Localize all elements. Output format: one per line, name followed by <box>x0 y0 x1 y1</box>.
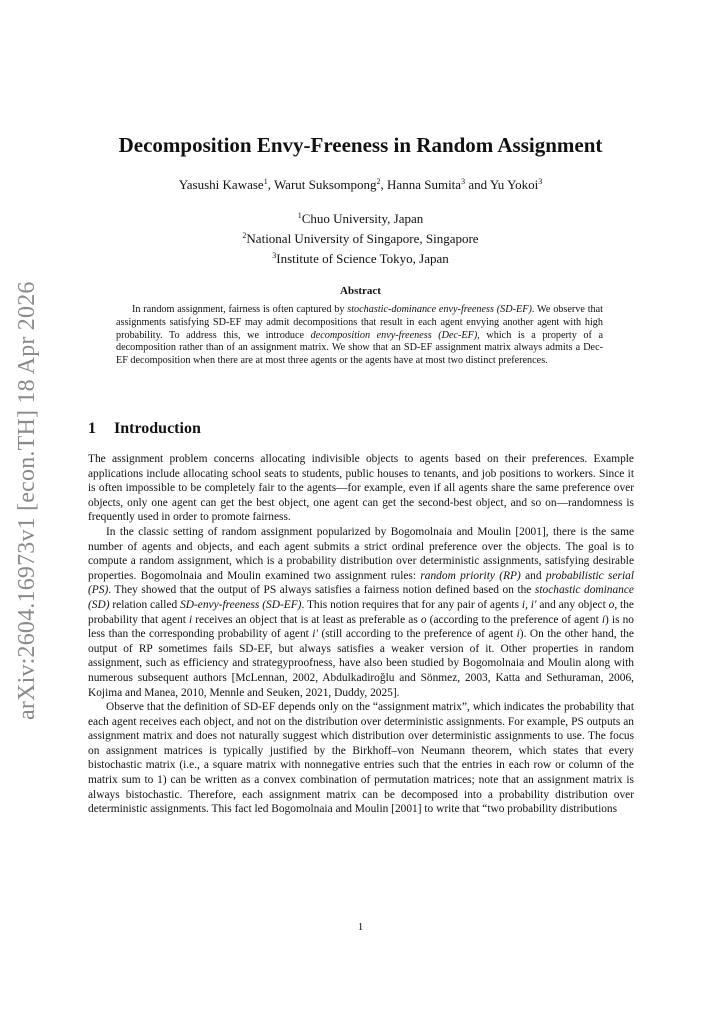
abstract-text <box>116 304 603 368</box>
paragraph: The assignment problem concerns allocating indivisible objects to agents based on their preferences. Example applications include allocating school seats to students, public houses to tenants, and job positions to workers. Since it is often impossible to be completely fair to the agents—for example, even if all agents share the same preference over objects, only one agent can get the best object, one agent can get the second-best object, and so on—randomness is frequently used in order to promote fairness. <box>88 453 634 524</box>
affiliation-marker: 3 <box>272 251 277 260</box>
affiliation-marker: 3 <box>538 177 543 186</box>
math-symbol: i <box>601 613 606 626</box>
arxiv-stamp: arXiv:2604.16973v1 [econ.TH] 18 Apr 2026 <box>14 281 40 720</box>
emphasis: stochastic dominance (SD) <box>88 584 634 611</box>
math-symbol: o <box>608 598 615 611</box>
section-body <box>88 452 634 817</box>
text-span: receives an object that is at least as preferable as <box>192 613 421 626</box>
paragraph: Observe that the definition of SD-EF depends only on the “assignment matrix”, which indicates the probability that each agent receives each object, and not on the distribution over deterministic assignments. For example, PS outputs an assignment matrix and does not naturally suggest which distribution over deterministic assignments to use. The focus on assignment matrices is typically justified by the Birkhoff–von Neumann theorem, which states that every bistochastic matrix (i.e., a square matrix with nonnegative entries such that the entries in each row or column of the matrix sum to 1) can be written as a convex combination of permutation matrices; note that an assignment matrix is always bistochastic. Therefore, each assignment matrix can be decomposed into a probability distribution over deterministic assignments. This fact led Bogomolnaia and Moulin [2001] to write that “two probability distributions <box>88 701 634 816</box>
paragraph <box>88 525 634 700</box>
text-span: (according to the preference of agent <box>426 613 602 626</box>
text-span: ). On the other hand, the output of RP sometimes fails SD-EF, but always satisfies a weaker version of it. Other properties in random assignment, such as efficiency and strategyproofness, have also been studied by Bogomolnaia and Moulin along with numerous subsequent authors [McLennan, 2002, Abdulkadiroğlu and Sönmez, 2003, Katta and Sethuraman, 2006, Kojima and Manea, 2010, Mennle and Seuken, 2021, Duddy, 2025]. <box>88 628 634 699</box>
math-symbol: i, i′ <box>521 598 537 611</box>
abstract-span: , which is a property of a decomposition rather than of an assignment matrix. We show that an SD-EF assignment matrix always admits a Dec-EF decomposition when there are at most three agents or the agents have at most two distinct preferences. <box>116 329 604 367</box>
affiliation-text: Chuo University, Japan <box>301 211 424 226</box>
paper-title: Decomposition Envy-Freeness in Random Assignment <box>118 133 603 157</box>
affiliation-marker: 2 <box>376 177 381 186</box>
text-span: relation called <box>109 598 181 611</box>
emphasis: probabilistic serial (PS) <box>88 569 634 597</box>
emphasis: SD-envy-freeness (SD-EF) <box>180 598 302 611</box>
section-title: Introduction <box>114 420 201 437</box>
author-separator: , <box>380 177 388 192</box>
author-name: Hanna Sumita <box>387 177 462 192</box>
text-span: and any object <box>536 598 609 611</box>
text-span: ) is no less than the corresponding probability of agent <box>88 613 634 641</box>
section-heading <box>88 420 201 438</box>
text-span: and <box>520 569 546 582</box>
abstract-emphasis: stochastic-dominance envy-freeness (SD-EF) <box>347 304 532 315</box>
abstract-heading: Abstract <box>340 285 381 297</box>
math-symbol: i′ <box>312 628 318 641</box>
author-name: Yu Yokoi <box>489 177 539 192</box>
text-span: . They showed that the output of PS always satisfies a fairness notion defined based on the <box>108 584 535 597</box>
math-symbol: i <box>188 613 193 626</box>
affiliation-marker: 1 <box>263 177 268 186</box>
page-number: 1 <box>357 921 364 933</box>
math-symbol: o <box>420 613 427 626</box>
text-span: In the classic setting of random assignment popularized by Bogomolnaia and Moulin [2001], there is the same number of agents and objects, and each agent submits a strict ordinal preference over the objects. The goal is to compute a random assignment, which is a probability distribution over deterministic assignments, satisfying desirable properties. Bogomolnaia and Moulin examined two assignment rules: <box>88 525 634 582</box>
emphasis: random priority (RP) <box>420 569 521 582</box>
affiliation-marker: 2 <box>242 231 247 240</box>
section-number: 1 <box>88 420 96 437</box>
affiliation <box>0 207 721 227</box>
author-name: Warut Suksompong <box>273 177 377 192</box>
abstract-span: In random assignment, fairness is often captured by <box>132 304 348 315</box>
text-span: (still according to the preference of agent <box>317 628 517 641</box>
abstract-emphasis: decomposition envy-freeness (Dec-EF) <box>310 329 478 341</box>
math-symbol: i <box>516 628 520 641</box>
author-list <box>0 177 721 193</box>
author-separator: and <box>465 177 490 192</box>
affiliation-list <box>0 207 721 267</box>
text-span: , the probability that agent <box>88 598 634 626</box>
affiliation-text: National University of Singapore, Singapore <box>246 231 479 246</box>
text-span: . This notion requires that for any pair of agents <box>301 598 522 611</box>
author-separator: , <box>267 177 274 192</box>
affiliation <box>0 227 721 247</box>
affiliation-marker: 3 <box>461 177 466 186</box>
abstract-span: . We observe that assignments satisfying SD-EF may admit decompositions that result in each agent envying another agent with high probability. To address this, we introduce <box>116 304 603 341</box>
affiliation <box>0 247 721 267</box>
author-name: Yasushi Kawase <box>178 177 264 192</box>
affiliation-marker: 1 <box>297 211 302 220</box>
affiliation-text: Institute of Science Tokyo, Japan <box>276 251 449 266</box>
